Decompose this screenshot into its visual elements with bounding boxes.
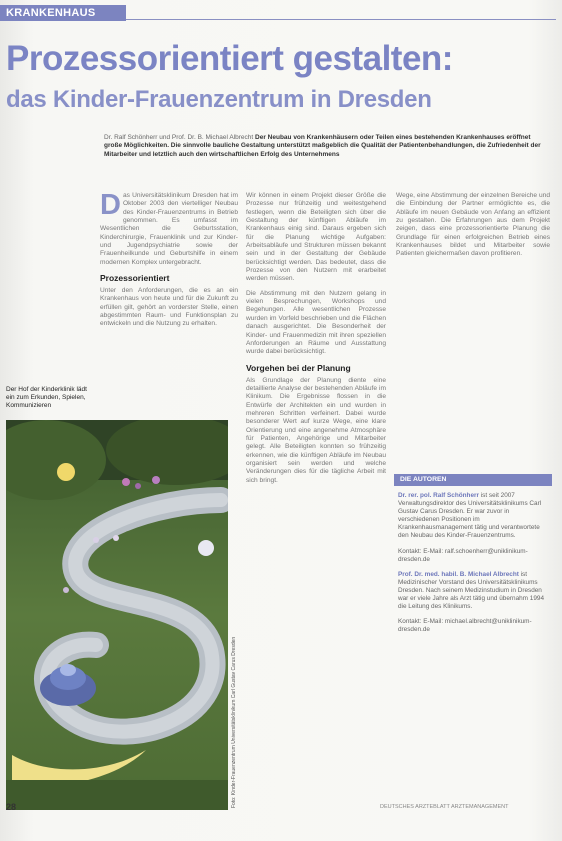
authors-box — [394, 474, 552, 798]
dropcap: D — [100, 189, 121, 221]
col2-paragraph-2: Die Abstimmung mit den Nutzern gelang in vielen Besprechungen, Workshops und Begehungen. Alle wesentlichen Prozesse wurden im Vorfeld beschrieben und die Flächen danach ausgerichtet. Die Besonderheit der Kinder- und Frauenmedizin mit ihren speziellen Anforderungen an Räume und Ausstattung wurde dabei berücksichtigt. — [246, 289, 386, 356]
photo-caption: Der Hof der Kinderklinik lädt ein zum Erkunden, Spielen, Kommunizieren — [6, 386, 87, 410]
authors-heading: DIE AUTOREN — [394, 474, 552, 486]
section-tag: KRANKENHAUS — [0, 5, 126, 21]
photo-credit-text: Foto: Kinder-Frauenzentrum Universitätsklinikum Carl Gustav Carus Dresden — [231, 636, 237, 808]
col2-paragraph-1: Wir können in einem Projekt dieser Größe die Prozesse nur frühzeitig und weitestgehend festlegen, wenn die Beteiligten sich über die Gestaltung der künftigen Abläufe im Krankenhaus einig sind. Daraus ergeben sich für die Planung wichtige Aufgaben: Arbeitsabläufe und Strukturen müssen bekannt sein und in der Gestaltung der Gebäude berücksichtigt werden. Das bedeutet, dass die Prozesse von den Nutzern mit erarbeitet werden müssen. — [246, 192, 386, 283]
author-names: Dr. Ralf Schönherr und Prof. Dr. B. Michael Albrecht — [104, 134, 254, 141]
intro-paragraph — [100, 189, 238, 267]
author-2-contact: Kontakt: E-Mail: michael.albrecht@uniklinikum-dresden.de — [398, 618, 532, 634]
author-1-name: Dr. rer. pol. Ralf Schönherr — [398, 492, 479, 499]
lead-text: Der Neubau von Krankenhäusern oder Teilen eines bestehenden Krankenhauses eröffnet große Möglichkeiten. Die sinnvolle bauliche Gestaltung unterstützt maßgeblich die Qualität der Patientenbehandlungen, die Zufriedenheit der Mitarbeiter und letztlich auch den wirtschaftlichen Erfolg des Unternehmens — [104, 134, 541, 158]
header-rule — [126, 19, 556, 20]
author-2-bio: ist Medizinischer Vorstand des Universitätsklinikums Dresden. Nach seinem Medizinstudium in Dresden war er viele Jahre als Arzt tätig und übernahm 1994 die Leitung des Klinikums. — [398, 570, 545, 611]
page-title: Prozessorientiert gestalten: — [6, 39, 453, 78]
courtyard-photo-illustration — [6, 420, 228, 810]
magazine-footer: DEUTSCHES ARZTEBLATT ARZTEMANAGEMENT — [380, 804, 509, 810]
author-1-bio: ist seit 2007 Verwaltungsdirektor des Universitätsklinikums Carl Gustav Carus Dresden. Er war zuvor in verschiedenen Positionen im Krankenhausmanagement tätig und verantwortete den Neubau des Kinder-Frauenzentrums. — [398, 492, 542, 540]
body-paragraph: Unter den Anforderungen, die es an ein Krankenhaus von heute und für die Zukunft zu erfüllen gilt, gehört an vorderster Stelle, einen abgestimmten Raum- und Funktionsplan zu entwickeln und die Nutzung zu erhalten. — [100, 287, 238, 328]
author-lead — [104, 134, 548, 159]
authors-body — [394, 486, 552, 634]
author-1-contact: Kontakt: E-Mail: ralf.schoenherr@uniklinikum-dresden.de — [398, 547, 528, 563]
author-2 — [398, 571, 548, 611]
photo-credit — [230, 420, 238, 810]
column-3 — [396, 192, 550, 265]
col3-paragraph-1: Wege, eine Abstimmung der einzelnen Bereiche und die Einbindung der Partner ermöglichte es, die Abläufe im neuen Gebäude von Anfang an effizient zu gestalten. Die Erfahrungen aus dem Projekt zeigen, dass eine prozessorientierte Planung die Grundlage für einen erfolgreichen Betrieb eines Krankenhauses bildet und Mitarbeiter sowie Patienten gleichermaßen davon profitieren. — [396, 192, 550, 258]
subhead-prozessorientiert: Prozessorientiert — [100, 273, 170, 284]
author-1 — [398, 492, 548, 541]
page-subtitle: das Kinder-Frauenzentrum in Dresden — [6, 86, 432, 113]
courtyard-photo — [6, 420, 228, 810]
col2-paragraph-3: Als Grundlage der Planung diente eine detaillierte Analyse der bestehenden Abläufe im Klinikum. Die Ergebnisse flossen in die Entwürfe der Architekten ein und wurden in mehreren Schritten verfeinert. Dabei wurde besonderer Wert auf kurze Wege, eine klare Orientierung und eine angenehme Atmosphäre für Patienten, Angehörige und Mitarbeiter gelegt. Alle Beteiligten konnten so frühzeitig erkennen, wie die künftigen Abläufe im Neubau organisiert sein werden und welche Veränderungen dies für die tägliche Arbeit mit sich bringt. — [246, 376, 386, 484]
column-2 — [246, 192, 386, 491]
intro-text: as Universitätsklinikum Dresden hat im Oktober 2003 den viertelliger Neubau des Kinder-Frauenzentrums in Betrieb genommen. Es umfasst im Wesentlichen die Geburtsstation, Kinderchirurgie, Frauenklinik und zur Kinder- und Jugendpsychiatrie sowie der Frauenheilkunde und Geburtshilfe in einem modernen Komplex untergebracht. — [100, 192, 238, 266]
column-1 — [100, 189, 238, 335]
subhead-vorgehen: Vorgehen bei der Planung — [246, 362, 351, 373]
page-number: 28 — [6, 802, 17, 812]
author-2-name: Prof. Dr. med. habil. B. Michael Albrecht — [398, 570, 519, 578]
